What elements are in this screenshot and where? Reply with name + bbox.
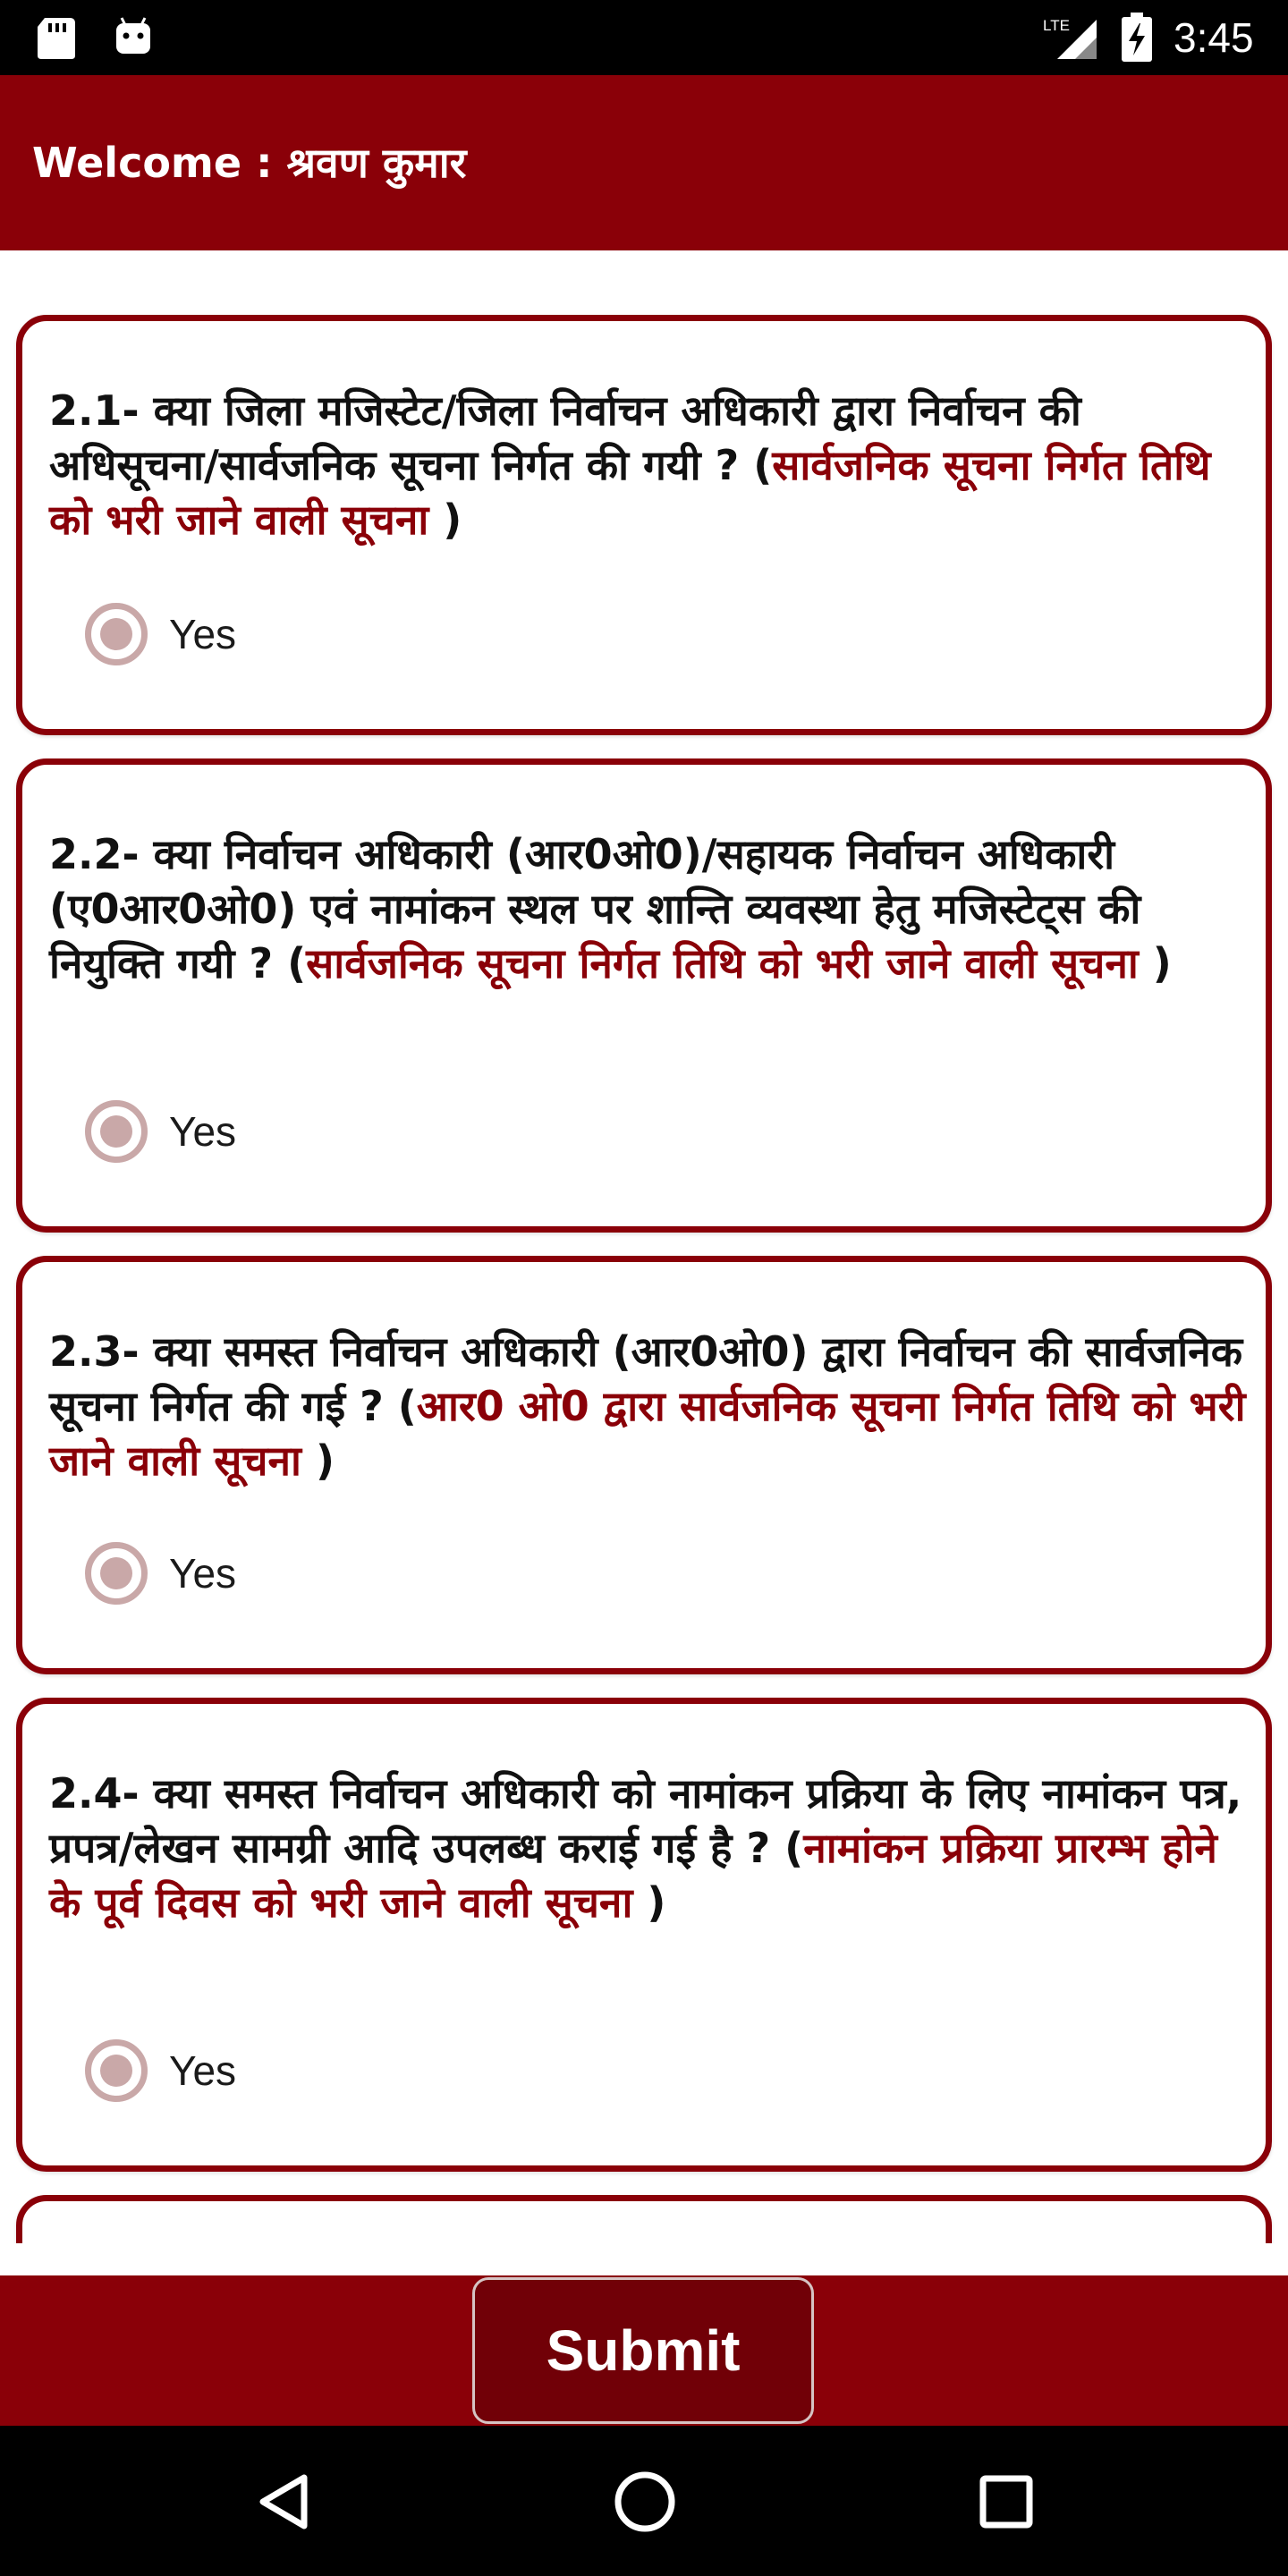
sd-card-icon: [36, 16, 77, 61]
option-yes[interactable]: [85, 602, 236, 666]
recents-square-icon: [975, 2470, 1038, 2533]
question-body: 2.3- क्या समस्त निर्वाचन अधिकारी (आर0ओ0) द्वारा निर्वाचन की सार्वजनिक सूचना निर्गत की गई ? (: [49, 1327, 1243, 1430]
question-note: सार्वजनिक सूचना निर्गत तिथि को भरी जाने वाली सूचना: [49, 441, 1211, 544]
radio-selected-dot: [100, 2055, 132, 2087]
back-triangle-icon: [252, 2470, 315, 2533]
radio-button[interactable]: [85, 1542, 148, 1605]
question-note: नामांकन प्रक्रिया प्रारम्भ होने के पूर्व दिवस को भरी जाने वाली सूचना: [49, 1824, 1217, 1927]
question-close: ): [428, 496, 462, 544]
question-card-partial: [16, 2195, 1272, 2243]
battery-charging-icon: [1120, 13, 1154, 63]
home-button[interactable]: [605, 2462, 685, 2542]
question-text: [49, 384, 1248, 547]
question-card-2-1: [16, 315, 1272, 735]
question-card-2-2: [16, 758, 1272, 1233]
question-card-2-4: [16, 1698, 1272, 2172]
option-yes[interactable]: [85, 1541, 236, 1606]
radio-selected-dot: [100, 1115, 132, 1148]
submit-button[interactable]: Submit: [472, 2277, 814, 2424]
navigation-bar: [0, 2426, 1288, 2576]
android-icon: [111, 14, 156, 59]
status-clock: 3:45: [1174, 14, 1254, 61]
home-circle-icon: [609, 2466, 681, 2538]
question-text: [49, 1767, 1248, 1930]
option-label[interactable]: Yes: [169, 2047, 237, 2094]
radio-button[interactable]: [85, 603, 148, 665]
back-button[interactable]: [243, 2462, 324, 2542]
app-bar: [0, 75, 1288, 250]
welcome-title: Welcome : श्रवण कुमार: [32, 139, 467, 187]
lte-label: LTE: [1043, 17, 1070, 34]
question-body: 2.2- क्या निर्वाचन अधिकारी (आर0ओ0)/सहायक निर्वाचन अधिकारी (ए0आर0ओ0) एवं नामांकन स्थल पर शान्ति व्यवस्था हेतु मजिस्टेट्स की नियुक्ति गयी ? (: [49, 830, 1141, 987]
question-list[interactable]: [0, 250, 1288, 2243]
option-yes[interactable]: [85, 1099, 236, 1164]
radio-selected-dot: [100, 618, 132, 650]
question-note: आर0 ओ0 द्वारा सार्वजनिक सूचना निर्गत तिथि को भरी जाने वाली सूचना: [49, 1382, 1246, 1485]
question-close: ): [1138, 939, 1172, 987]
question-body: 2.1- क्या जिला मजिस्टेट/जिला निर्वाचन अधिकारी द्वारा निर्वाचन की अधिसूचना/सार्वजनिक सूचना निर्गत की गयी ? (: [49, 386, 1081, 489]
status-bar: [0, 0, 1288, 75]
question-card-2-3: [16, 1256, 1272, 1674]
question-close: ): [301, 1436, 335, 1485]
recents-button[interactable]: [966, 2462, 1046, 2542]
lte-signal-icon: [1038, 13, 1100, 63]
question-text: [49, 1325, 1248, 1488]
option-label[interactable]: Yes: [169, 611, 237, 657]
radio-button[interactable]: [85, 1100, 148, 1163]
question-note: सार्वजनिक सूचना निर्गत तिथि को भरी जाने वाली सूचना: [306, 939, 1139, 987]
question-text: [49, 827, 1248, 991]
question-body: 2.4- क्या समस्त निर्वाचन अधिकारी को नामांकन प्रक्रिया के लिए नामांकन पत्र, प्रपत्र/लेखन सामग्री आदि उपलब्ध कराई गई है ? (: [49, 1769, 1242, 1872]
question-close: ): [632, 1878, 666, 1927]
radio-button[interactable]: [85, 2039, 148, 2102]
option-label[interactable]: Yes: [169, 1108, 237, 1155]
option-label[interactable]: Yes: [169, 1550, 237, 1597]
radio-selected-dot: [100, 1557, 132, 1589]
option-yes[interactable]: [85, 2038, 236, 2103]
